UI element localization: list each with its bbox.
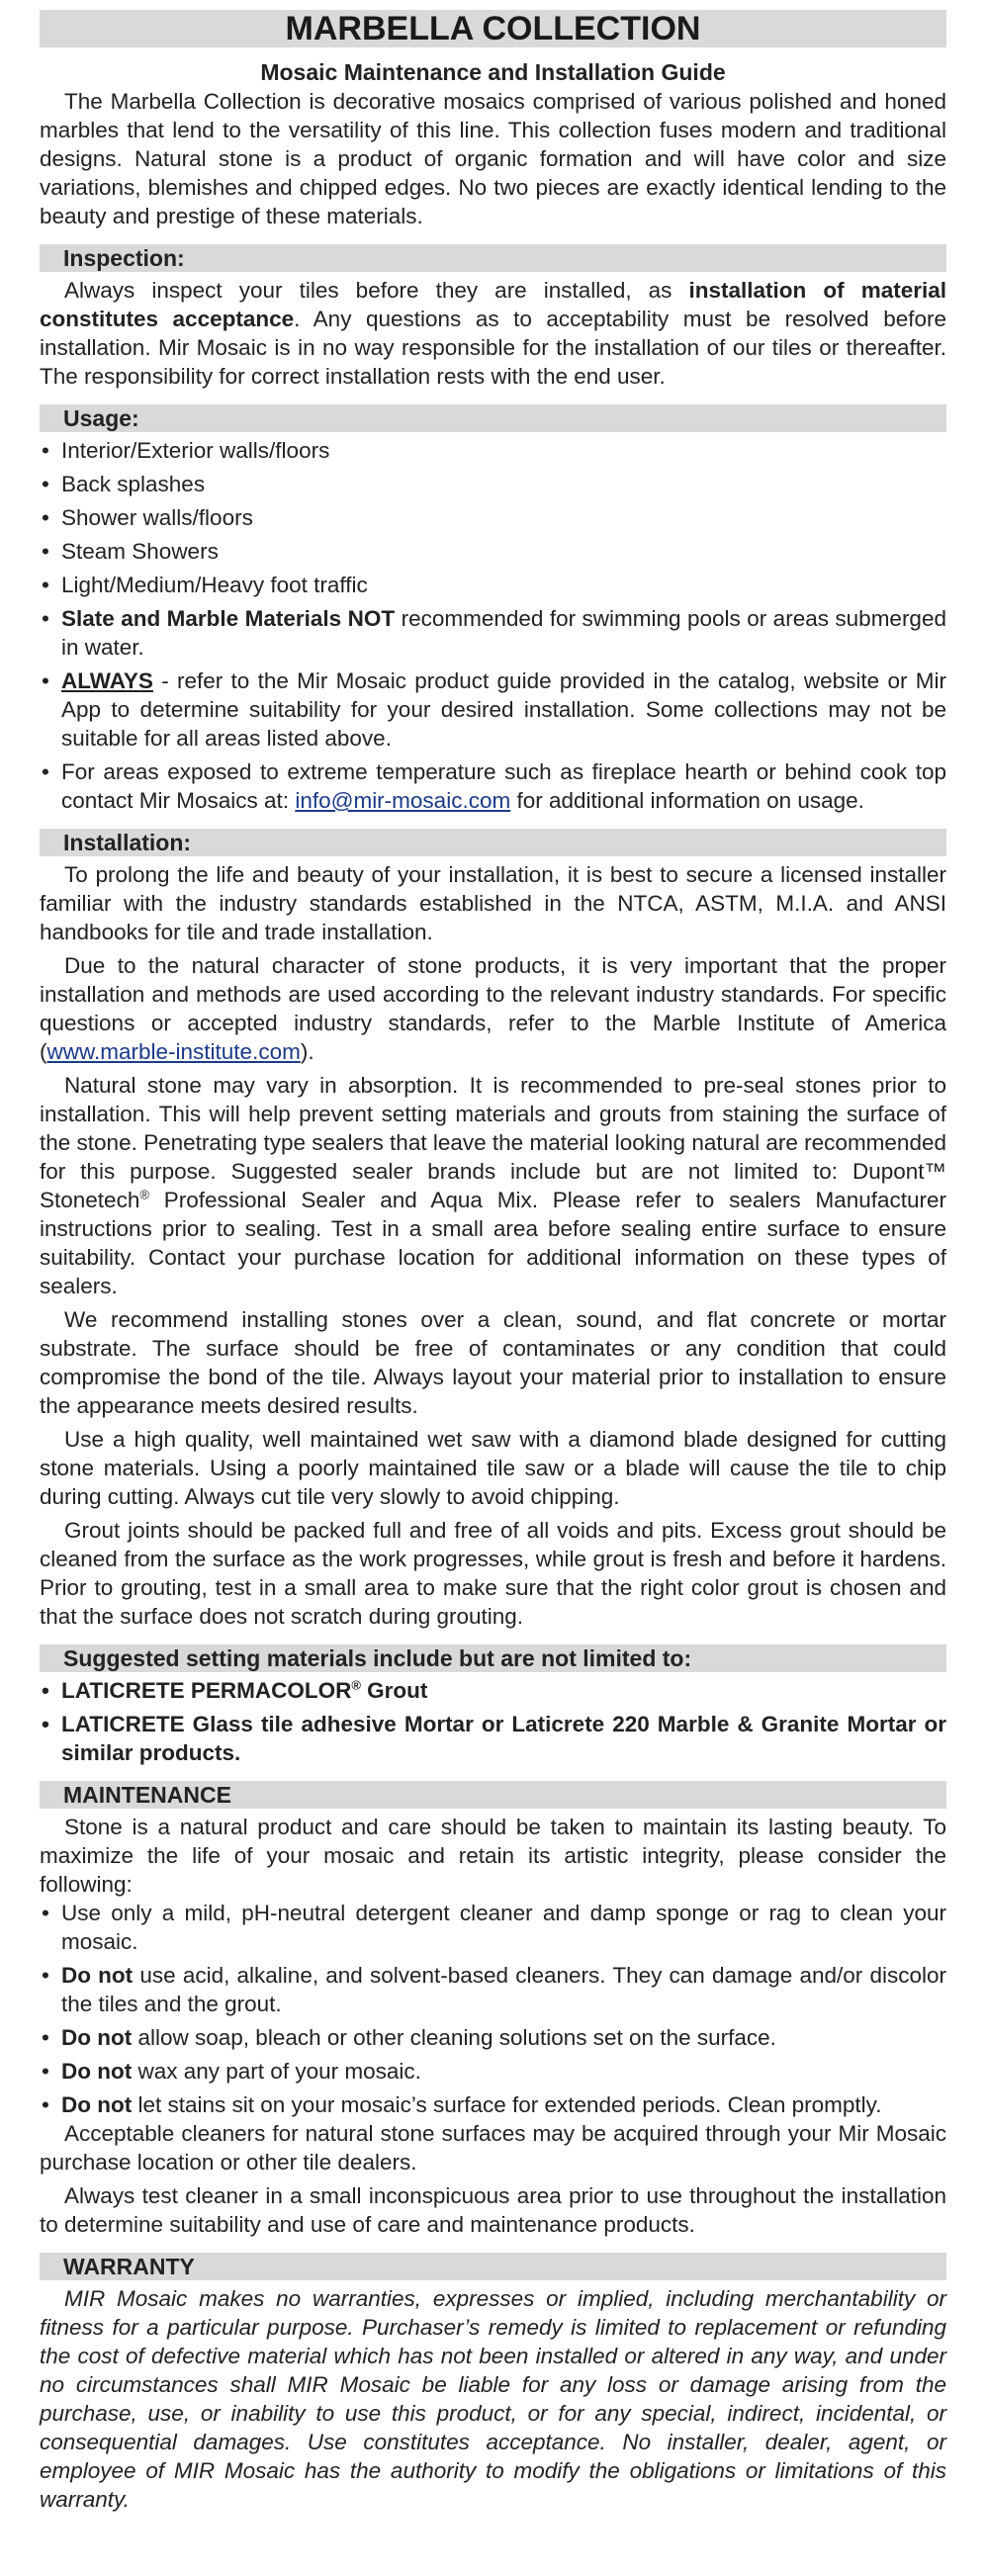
do-not-label: Do not bbox=[61, 2092, 133, 2117]
grout-suffix: Grout bbox=[360, 1678, 428, 1703]
do-not-label: Do not bbox=[61, 1963, 134, 1988]
usage-item-always bbox=[40, 666, 946, 753]
maintenance-item-text: use acid, alkaline, and solvent-based cleaners. They can damage and/or discolor the tiles and the grout. bbox=[61, 1963, 946, 2016]
slate-bold: Slate and Marble Materials NOT bbox=[61, 606, 396, 631]
installation-paragraph-2 bbox=[40, 951, 946, 1066]
intro-paragraph: The Marbella Collection is decorative mosaics comprised of various polished and honed marbles that lend to the versatility of this line. This collection fuses modern and traditional designs. Natural stone is a product of organic formation and will have color and size variations, blemishes and chipped edges. No two pieces are exactly identical lending to the beauty and prestige of these materials. bbox=[40, 89, 946, 228]
installation-paragraph-4: We recommend installing stones over a clean, sound, and flat concrete or mortar substrate. The surface should be free of contaminates or any condition that could compromise the bond of the tile. Always layout your material prior to installation to ensure the appearance meets desired results. bbox=[40, 1307, 946, 1418]
do-not-label: Do not bbox=[61, 2025, 133, 2050]
usage-item: • Back splashes bbox=[40, 470, 946, 498]
usage-item: • Light/Medium/Heavy foot traffic bbox=[40, 571, 946, 599]
extreme-text-b: for additional information on usage. bbox=[510, 788, 864, 813]
email-link[interactable]: info@mir-mosaic.com bbox=[295, 788, 511, 813]
maintenance-test-paragraph: Always test cleaner in a small inconspicuous area prior to use throughout the installation to determine suitability and use of care and maintenance products. bbox=[40, 2183, 946, 2237]
do-not-label: Do not bbox=[61, 2059, 133, 2084]
maintenance-cleaners-paragraph: Acceptable cleaners for natural stone surfaces may be acquired through your Mir Mosaic purchase location or other tile dealers. bbox=[40, 2121, 946, 2175]
grout-name: LATICRETE PERMACOLOR bbox=[61, 1678, 352, 1703]
usage-item: • Steam Showers bbox=[40, 537, 946, 566]
installation-paragraph-1: To prolong the life and beauty of your installation, it is best to secure a licensed installer familiar with the industry standards established in the NTCA, ASTM, M.I.A. and ANSI handbooks for tile and trade installation. bbox=[40, 862, 946, 944]
installation-paragraph-3 bbox=[40, 1071, 946, 1300]
maintenance-item bbox=[40, 1961, 946, 2018]
maintenance-item bbox=[40, 2023, 946, 2052]
always-rest: - refer to the Mir Mosaic product guide provided in the catalog, website or Mir App to determine suitability for your desired installation. Some collections may not be suitable for all areas listed above. bbox=[61, 668, 946, 751]
inspection-paragraph bbox=[40, 276, 946, 391]
installation-heading: Installation: bbox=[40, 829, 946, 856]
page-title: MARBELLA COLLECTION bbox=[40, 10, 946, 47]
setting-materials-list bbox=[40, 1676, 946, 1767]
warranty-heading: WARRANTY bbox=[40, 2253, 946, 2280]
installation-paragraph-6: Grout joints should be packed full and free of all voids and pits. Excess grout should be cleaned from the surface as the work progresses, while grout is fresh and before it hardens. Prior to grouting, test in a small area to make sure that the right color grout is chosen and that the surface does not scratch during grouting. bbox=[40, 1518, 946, 1629]
usage-item: • Interior/Exterior walls/floors bbox=[40, 436, 946, 465]
usage-heading: Usage: bbox=[40, 404, 946, 432]
usage-item: • Shower walls/floors bbox=[40, 503, 946, 532]
inspection-text-b: . Any questions as to acceptability must be resolved before installation. Mir Mosaic is in no way responsible for the installation of our tiles or thereafter. The responsibility for correct installation rests with the end user. bbox=[40, 307, 946, 389]
maintenance-item-text: wax any part of your mosaic. bbox=[132, 2059, 421, 2084]
installation-paragraph-5: Use a high quality, well maintained wet saw with a diamond blade designed for cutting stone materials. Using a poorly maintained tile saw or a blade will cause the tile to chip during cutting. Always cut tile very slowly to avoid chipping. bbox=[40, 1427, 946, 1509]
p3-text-a: Natural stone may vary in absorption. It is recommended to pre-seal stones prior to installation. This will help prevent setting materials and grouts from staining the surface of the stone. Penetrating type sealers that leave the material looking natural are recommended for this purpose. Suggested sealer brands include but are not limited to: Dupont™ Stonetech bbox=[40, 1073, 946, 1212]
maintenance-item bbox=[40, 2057, 946, 2086]
inspection-text-bold: installation of material constitutes acceptance bbox=[40, 278, 946, 331]
usage-list bbox=[40, 436, 946, 815]
page-subtitle: Mosaic Maintenance and Installation Guide bbox=[260, 59, 726, 85]
extreme-text-a: For areas exposed to extreme temperature such as fireplace hearth or behind cook top contact Mir Mosaics at: bbox=[61, 759, 946, 813]
warranty-block bbox=[40, 2284, 946, 2514]
maintenance-heading: MAINTENANCE bbox=[40, 1781, 946, 1809]
usage-item-extreme bbox=[40, 757, 946, 815]
marble-institute-link[interactable]: www.marble-institute.com bbox=[46, 1039, 301, 1064]
warranty-paragraph: MIR Mosaic makes no warranties, expresses or implied, including merchantability or fitness for a particular purpose. Purchaser’s remedy is limited to replacement or refunding the cost of defective material which has not been installed or altered in any way, and under no circumstances shall MIR Mosaic be liable for any loss or damage arising from the purchase, use, or inability to use this product, or for any special, indirect, incidental, or consequential damages. Use constitutes acceptance. No installer, dealer, agent, or employee of MIR Mosaic has the authority to modify the obligations or limitations of this warranty. bbox=[40, 2286, 946, 2512]
maintenance-intro: Stone is a natural product and care should be taken to maintain its lasting beauty. To maximize the life of your mosaic and retain its artistic integrity, please consider the following: bbox=[40, 1815, 946, 1897]
maintenance-item: • Use only a mild, pH-neutral detergent cleaner and damp sponge or rag to clean your mosaic. bbox=[40, 1899, 946, 1956]
registered-mark: ® bbox=[139, 1187, 149, 1202]
registered-mark: ® bbox=[351, 1677, 361, 1693]
maintenance-list bbox=[40, 1899, 946, 2119]
inspection-text-a: Always inspect your tiles before they are installed, as bbox=[64, 278, 689, 303]
setting-item-grout bbox=[40, 1676, 946, 1705]
inspection-heading: Inspection: bbox=[40, 244, 946, 272]
usage-item-slate bbox=[40, 604, 946, 662]
p3-text-b: Professional Sealer and Aqua Mix. Please refer to sealers Manufacturer instructions prior to sealing. Test in a small area before sealing entire surface to ensure suitability. Contact your purchase location for additional information on these types of sealers. bbox=[40, 1188, 946, 1298]
setting-materials-heading: Suggested setting materials include but are not limited to: bbox=[40, 1644, 946, 1672]
always-bold: ALWAYS bbox=[61, 668, 153, 693]
maintenance-item bbox=[40, 2090, 946, 2119]
setting-item-mortar: • LATICRETE Glass tile adhesive Mortar or Laticrete 220 Marble & Granite Mortar or similar products. bbox=[40, 1710, 946, 1767]
slate-rest: recommended for swimming pools or areas submerged in water. bbox=[61, 606, 946, 660]
maintenance-item-text: allow soap, bleach or other cleaning solutions set on the surface. bbox=[132, 2025, 776, 2050]
maintenance-item-text: let stains sit on your mosaic’s surface for extended periods. Clean promptly. bbox=[132, 2092, 882, 2117]
p2-text-b: ). bbox=[300, 1039, 314, 1064]
p2-text-a: Due to the natural character of stone products, it is very important that the proper installation and methods are used according to the relevant industry standards. For specific questions or accepted industry standards, refer to the Marble Institute of America ( bbox=[40, 953, 946, 1064]
